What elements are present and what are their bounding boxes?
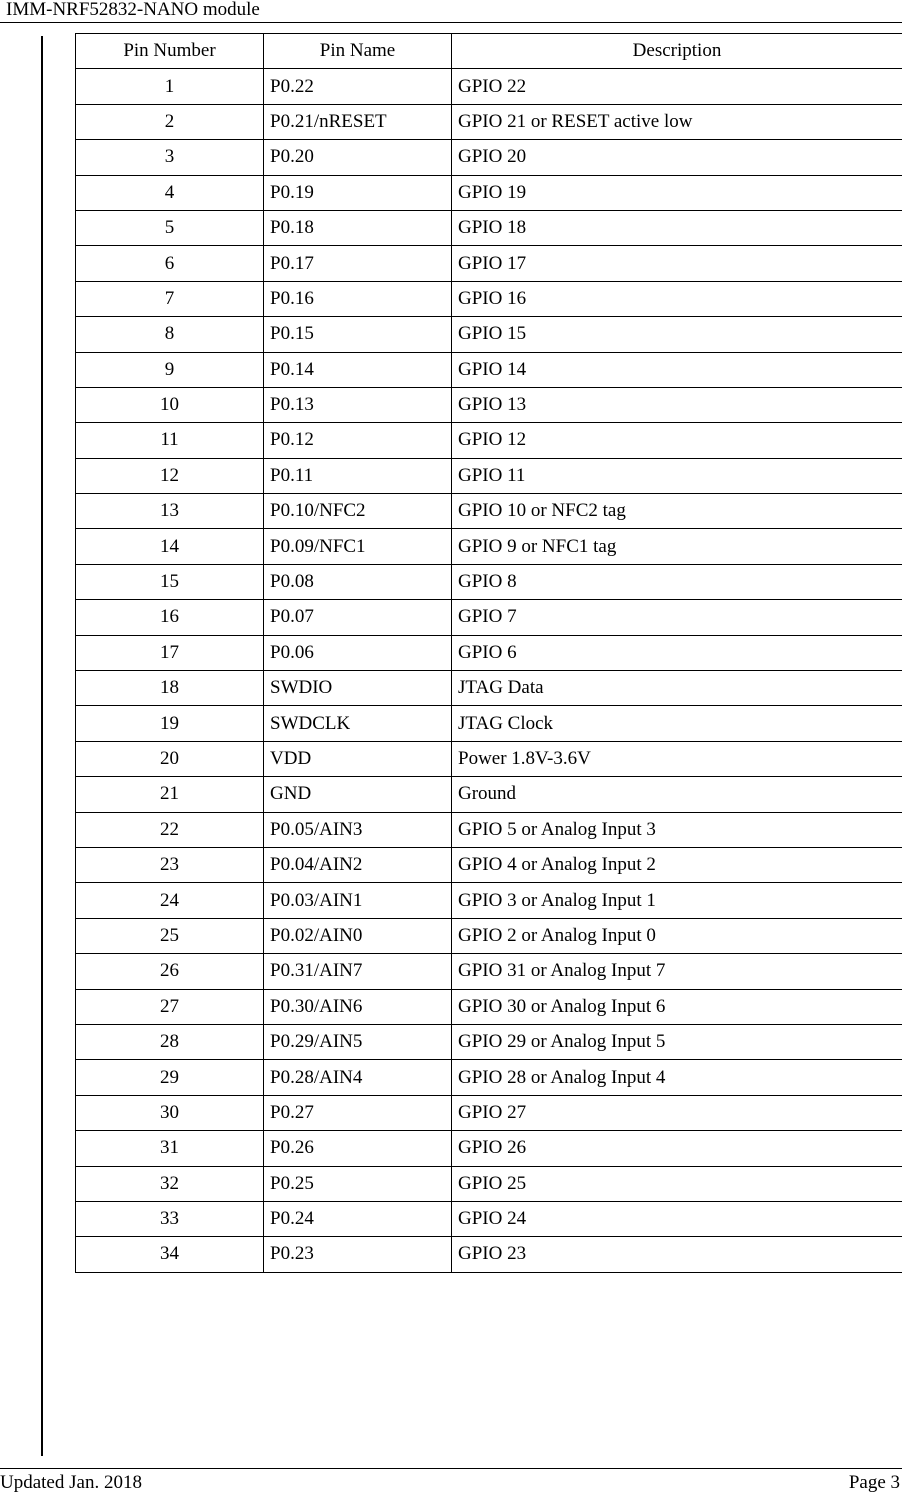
pin-number-cell: 4 [76,175,264,210]
description-cell: Power 1.8V-3.6V [452,741,902,776]
pin-number-cell: 22 [76,812,264,847]
description-cell: GPIO 6 [452,635,902,670]
pin-number-cell: 25 [76,918,264,953]
pin-name-cell: P0.11 [264,458,452,493]
table-row [76,635,902,670]
description-cell: JTAG Data [452,671,902,706]
table-row [76,175,902,210]
pin-name-cell: P0.12 [264,423,452,458]
table-row [76,104,902,139]
table-row [76,1237,902,1272]
pin-name-cell: P0.22 [264,69,452,104]
pin-name-cell: P0.23 [264,1237,452,1272]
pin-name-cell: P0.21/nRESET [264,104,452,139]
description-cell: GPIO 8 [452,564,902,599]
table-row [76,600,902,635]
description-cell: GPIO 16 [452,281,902,316]
table-row [76,883,902,918]
table-row [76,1166,902,1201]
pin-table-body [76,69,902,1272]
pin-number-cell: 31 [76,1131,264,1166]
description-cell: GPIO 29 or Analog Input 5 [452,1024,902,1059]
pin-name-cell: P0.30/AIN6 [264,989,452,1024]
description-cell: GPIO 20 [452,140,902,175]
description-cell: GPIO 2 or Analog Input 0 [452,918,902,953]
table-row [76,954,902,989]
pin-number-cell: 28 [76,1024,264,1059]
pin-number-cell: 18 [76,671,264,706]
description-cell: GPIO 17 [452,246,902,281]
description-cell: Ground [452,777,902,812]
pin-name-cell: P0.27 [264,1095,452,1130]
description-cell: GPIO 23 [452,1237,902,1272]
pin-name-cell: P0.15 [264,317,452,352]
description-cell: GPIO 28 or Analog Input 4 [452,1060,902,1095]
pin-name-cell: P0.25 [264,1166,452,1201]
table-row [76,847,902,882]
pin-number-cell: 34 [76,1237,264,1272]
page-footer [0,1468,902,1496]
pin-name-cell: GND [264,777,452,812]
pin-number-cell: 5 [76,210,264,245]
column-header-pin-number: Pin Number [76,34,264,69]
pin-number-cell: 8 [76,317,264,352]
description-cell: GPIO 27 [452,1095,902,1130]
pin-number-cell: 1 [76,69,264,104]
table-row [76,1095,902,1130]
pin-name-cell: P0.13 [264,387,452,422]
pin-name-cell: P0.20 [264,140,452,175]
description-cell: GPIO 15 [452,317,902,352]
pin-name-cell: P0.19 [264,175,452,210]
pin-number-cell: 17 [76,635,264,670]
pin-name-cell: P0.14 [264,352,452,387]
table-row [76,140,902,175]
description-cell: GPIO 12 [452,423,902,458]
table-row [76,564,902,599]
pin-number-cell: 16 [76,600,264,635]
pin-number-cell: 14 [76,529,264,564]
description-cell: GPIO 26 [452,1131,902,1166]
pin-name-cell: P0.29/AIN5 [264,1024,452,1059]
pin-number-cell: 24 [76,883,264,918]
pin-number-cell: 11 [76,423,264,458]
description-cell: GPIO 30 or Analog Input 6 [452,989,902,1024]
description-cell: JTAG Clock [452,706,902,741]
table-row [76,741,902,776]
pin-table-header [76,34,902,69]
description-cell: GPIO 22 [452,69,902,104]
description-cell: GPIO 3 or Analog Input 1 [452,883,902,918]
table-row [76,529,902,564]
description-cell: GPIO 10 or NFC2 tag [452,494,902,529]
pin-name-cell: P0.05/AIN3 [264,812,452,847]
description-cell: GPIO 18 [452,210,902,245]
page-number: Page 3 [849,1470,900,1496]
pin-number-cell: 33 [76,1201,264,1236]
pin-name-cell: P0.16 [264,281,452,316]
pin-name-cell: P0.04/AIN2 [264,847,452,882]
table-row [76,1024,902,1059]
pin-number-cell: 27 [76,989,264,1024]
pin-number-cell: 21 [76,777,264,812]
description-cell: GPIO 31 or Analog Input 7 [452,954,902,989]
pin-name-cell: P0.10/NFC2 [264,494,452,529]
column-header-description: Description [452,34,902,69]
description-cell: GPIO 21 or RESET active low [452,104,902,139]
table-row [76,812,902,847]
pin-name-cell: P0.17 [264,246,452,281]
pin-name-cell: SWDIO [264,671,452,706]
pin-table [75,33,902,1273]
pin-number-cell: 15 [76,564,264,599]
pin-name-cell: P0.06 [264,635,452,670]
pin-name-cell: P0.26 [264,1131,452,1166]
pin-name-cell: P0.08 [264,564,452,599]
description-cell: GPIO 5 or Analog Input 3 [452,812,902,847]
document-title: IMM-NRF52832-NANO module [6,0,260,21]
pin-number-cell: 23 [76,847,264,882]
pin-number-cell: 20 [76,741,264,776]
description-cell: GPIO 19 [452,175,902,210]
pin-number-cell: 30 [76,1095,264,1130]
table-row [76,918,902,953]
pin-number-cell: 7 [76,281,264,316]
page-header [0,0,902,23]
pin-number-cell: 3 [76,140,264,175]
description-cell: GPIO 7 [452,600,902,635]
description-cell: GPIO 14 [452,352,902,387]
pin-number-cell: 9 [76,352,264,387]
table-row [76,69,902,104]
pin-number-cell: 12 [76,458,264,493]
table-row [76,246,902,281]
pin-name-cell: P0.31/AIN7 [264,954,452,989]
pin-name-cell: VDD [264,741,452,776]
description-cell: GPIO 25 [452,1166,902,1201]
table-row [76,458,902,493]
table-row [76,777,902,812]
description-cell: GPIO 13 [452,387,902,422]
table-row [76,210,902,245]
header-row [76,34,902,69]
table-row [76,423,902,458]
table-row [76,317,902,352]
pin-name-cell: P0.28/AIN4 [264,1060,452,1095]
table-row [76,281,902,316]
change-bar [41,36,43,1456]
pin-name-cell: P0.09/NFC1 [264,529,452,564]
table-row [76,1060,902,1095]
table-row [76,1131,902,1166]
pin-number-cell: 32 [76,1166,264,1201]
pin-name-cell: P0.03/AIN1 [264,883,452,918]
pin-name-cell: P0.18 [264,210,452,245]
description-cell: GPIO 9 or NFC1 tag [452,529,902,564]
table-row [76,671,902,706]
pin-number-cell: 6 [76,246,264,281]
pin-name-cell: P0.02/AIN0 [264,918,452,953]
pin-name-cell: SWDCLK [264,706,452,741]
table-row [76,706,902,741]
table-row [76,1201,902,1236]
description-cell: GPIO 11 [452,458,902,493]
table-row [76,387,902,422]
updated-date: Updated Jan. 2018 [0,1470,142,1496]
table-row [76,352,902,387]
pin-number-cell: 19 [76,706,264,741]
table-row [76,989,902,1024]
pin-number-cell: 2 [76,104,264,139]
pin-name-cell: P0.07 [264,600,452,635]
pin-number-cell: 13 [76,494,264,529]
description-cell: GPIO 4 or Analog Input 2 [452,847,902,882]
pin-name-cell: P0.24 [264,1201,452,1236]
table-row [76,494,902,529]
pin-number-cell: 10 [76,387,264,422]
description-cell: GPIO 24 [452,1201,902,1236]
pin-number-cell: 29 [76,1060,264,1095]
pin-number-cell: 26 [76,954,264,989]
column-header-pin-name: Pin Name [264,34,452,69]
